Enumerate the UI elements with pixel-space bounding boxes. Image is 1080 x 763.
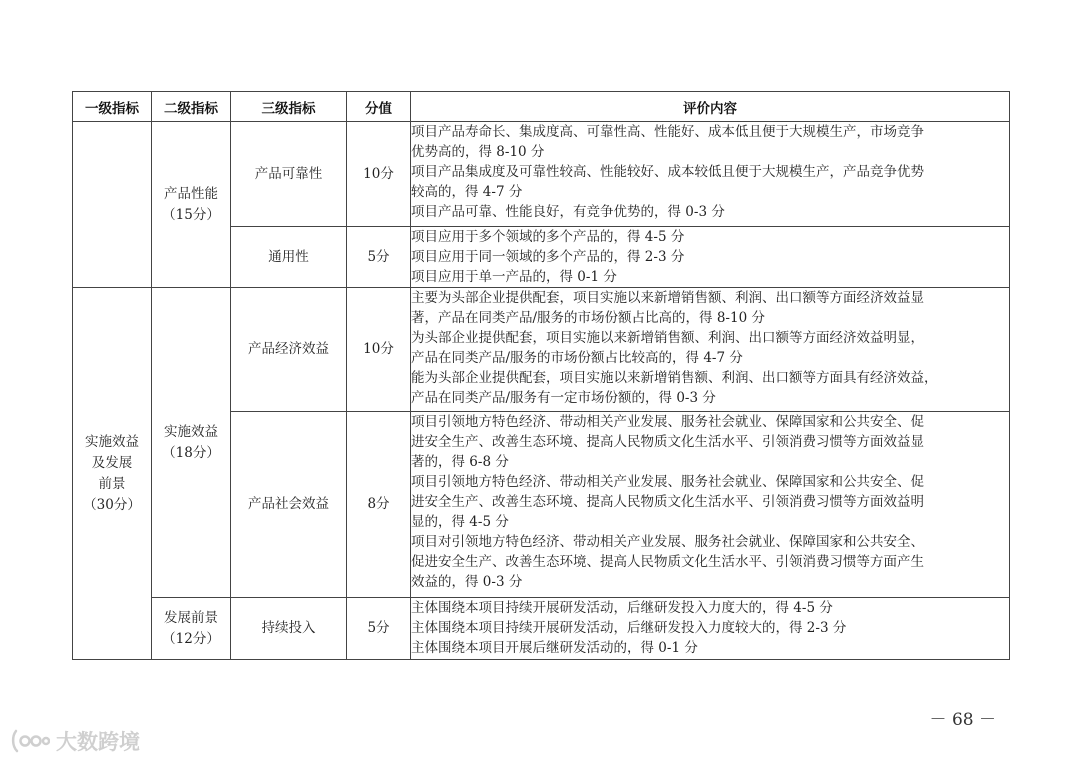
level1-line: 及发展 [91,454,133,471]
content-line: 进安全生产、改善生态环境、提高人民物质文化生活水平、引领消费习惯等方面效益明 [411,494,924,510]
content-line: 项目应用于多个领域的多个产品的，得 4-5 分 [411,229,685,245]
content-line: 较高的，得 4-7 分 [411,184,523,200]
level2-cell-performance [152,122,231,288]
watermark [10,724,140,758]
level2-score: （18分） [162,444,220,461]
header-content: 评价内容 [411,92,1010,122]
content-line: 项目产品寿命长、集成度高、可靠性高、性能好、成本低且便于大规模生产，市场竞争 [411,124,924,140]
level3-cell: 通用性 [231,227,347,288]
content-line: 显的，得 4-5 分 [411,514,509,530]
header-level1: 一级指标 [73,92,152,122]
level2-score: （15分） [162,206,220,223]
content-cell [411,288,1010,412]
evaluation-table [72,91,1010,660]
score-cell: 10分 [347,288,411,412]
content-line: 著的，得 6-8 分 [411,454,509,470]
table-row [73,288,1010,412]
level1-cell-empty [73,122,152,288]
level3-cell: 产品可靠性 [231,122,347,227]
content-line: 项目产品集成度及可靠性较高、性能较好、成本较低且便于大规模生产，产品竞争优势 [411,164,924,180]
content-line: 促进安全生产、改善生态环境、提高人民物质文化生活水平、引领消费习惯等方面产生 [411,554,924,570]
level2-name: 发展前景 [164,609,218,626]
score-cell: 10分 [347,122,411,227]
score-cell: 5分 [347,598,411,660]
content-line: 为头部企业提供配套，项目实施以来新增销售额、利润、出口额等方面经济效益明显， [411,330,924,346]
content-line: 项目引领地方特色经济、带动相关产业发展、服务社会就业、保障国家和公共安全、促 [411,474,924,490]
content-line: 产品在同类产品/服务有一定市场份额的，得 0-3 分 [411,390,716,406]
content-line: 主体围绕本项目开展后继研发活动的，得 0-1 分 [411,640,698,656]
level3-cell: 产品社会效益 [231,412,347,598]
content-line: 项目应用于同一领域的多个产品的，得 2-3 分 [411,249,685,265]
level1-line: 前景 [98,475,126,492]
brand-logo-icon [10,728,50,754]
score-cell: 5分 [347,227,411,288]
table-row [73,122,1010,227]
content-line: 主要为头部企业提供配套，项目实施以来新增销售额、利润、出口额等方面经济效益显 [411,290,924,306]
watermark-text: 大数跨境 [56,730,140,754]
content-line: 项目产品可靠、性能良好，有竞争优势的，得 0-3 分 [411,204,725,220]
content-line: 产品在同类产品/服务的市场份额占比较高的，得 4-7 分 [411,350,743,366]
score-cell: 8分 [347,412,411,598]
content-line: 项目引领地方特色经济、带动相关产业发展、服务社会就业、保障国家和公共安全、促 [411,414,924,430]
level2-cell-prospects [152,598,231,660]
level2-name: 产品性能 [164,185,218,202]
level1-line: 实施效益 [85,433,139,450]
header-row [73,92,1010,122]
content-cell [411,412,1010,598]
header-level3: 三级指标 [231,92,347,122]
content-line: 项目应用于单一产品的，得 0-1 分 [411,269,617,285]
level1-cell-benefit [73,288,152,660]
content-line: 著，产品在同类产品/服务的市场份额占比高的，得 8-10 分 [411,310,765,326]
content-cell [411,122,1010,227]
level2-score: （12分） [162,630,220,647]
content-cell [411,598,1010,660]
page-number: － 68 － [929,710,996,730]
level3-cell: 产品经济效益 [231,288,347,412]
header-level2: 二级指标 [152,92,231,122]
content-line: 项目对引领地方特色经济、带动相关产业发展、服务社会就业、保障国家和公共安全、 [411,534,924,550]
content-line: 主体围绕本项目持续开展研发活动，后继研发投入力度大的，得 4-5 分 [411,600,833,616]
level2-cell-implementation [152,288,231,598]
table-row [73,598,1010,660]
level2-name: 实施效益 [164,423,218,440]
content-line: 进安全生产、改善生态环境、提高人民物质文化生活水平、引领消费习惯等方面效益显 [411,434,924,450]
content-cell [411,227,1010,288]
level1-line: （30分） [83,496,141,513]
content-line: 优势高的，得 8-10 分 [411,144,545,160]
header-score: 分值 [347,92,411,122]
level3-cell: 持续投入 [231,598,347,660]
content-line: 主体围绕本项目持续开展研发活动，后继研发投入力度较大的，得 2-3 分 [411,620,847,636]
content-line: 效益的，得 0-3 分 [411,574,523,590]
content-line: 能为头部企业提供配套，项目实施以来新增销售额、利润、出口额等方面具有经济效益， [411,370,938,386]
